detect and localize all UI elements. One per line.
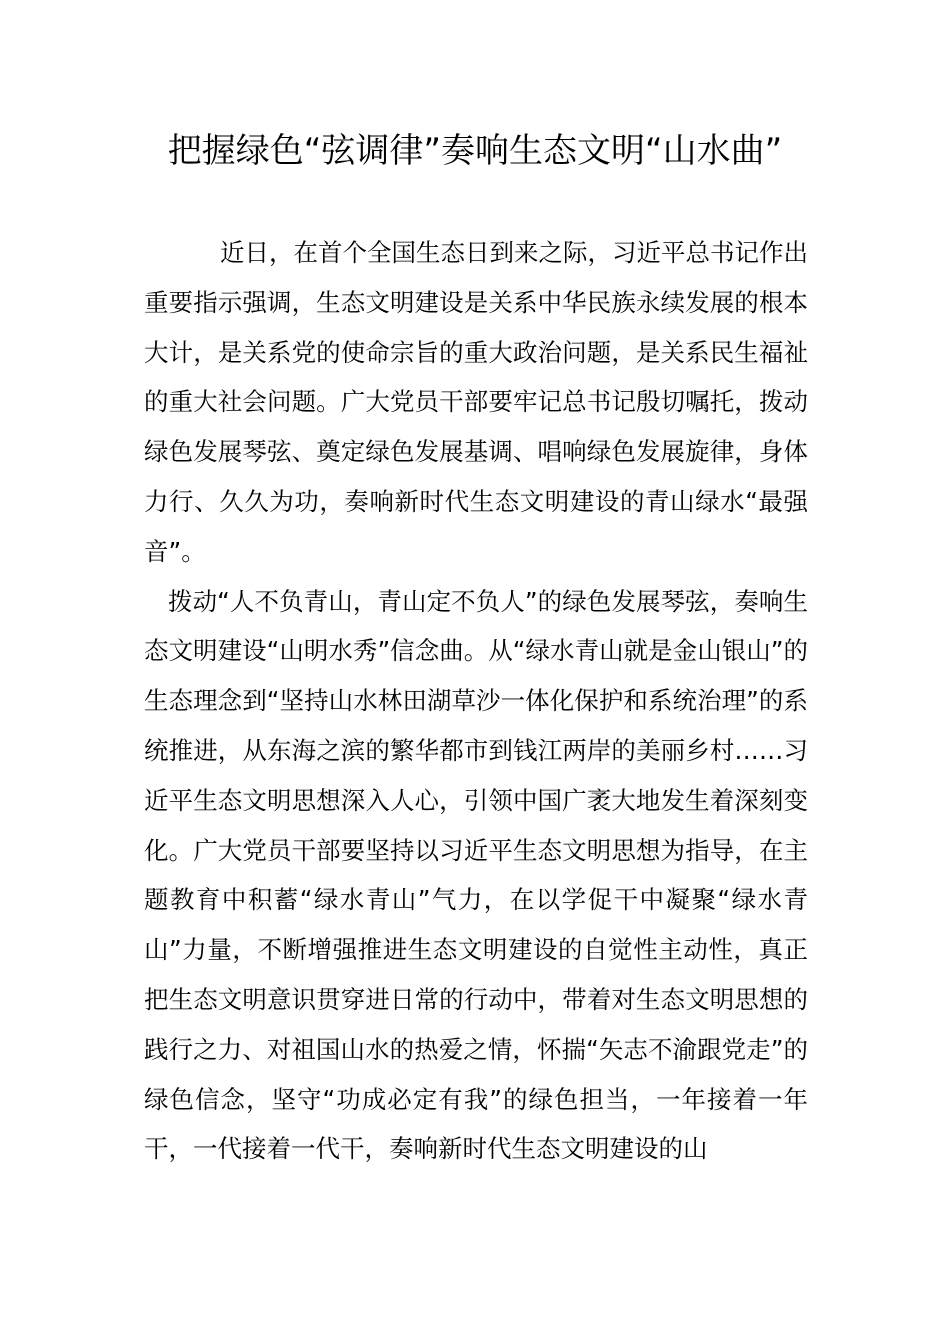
paragraph-1: 近日，在首个全国生态日到来之际，习近平总书记作出重要指示强调，生态文明建设是关系中华民族永续发展的根本大计，是关系党的使命宗旨的重大政治问题，是关系民生福祉的重大社会问题。广大党员干部要牢记总书记殷切嘱托，拨动绿色发展琴弦、奠定绿色发展基调、唱响绿色发展旋律，身体力行、久久为功，奏响新时代生态文明建设的青山绿水“最强音”。: [144, 238, 808, 566]
document-body: [144, 228, 808, 1174]
paragraph-2: 拨动“人不负青山，青山定不负人”的绿色发展琴弦，奏响生态文明建设“山明水秀”信念曲。从“绿水青山就是金山银山”的生态理念到“坚持山水林田湖草沙一体化保护和系统治理”的系统推进，从东海之滨的繁华都市到钱江两岸的美丽乡村……习近平生态文明思想深入人心，引领中国广袤大地发生着深刻变化。广大党员干部要坚持以习近平生态文明思想为指导，在主题教育中积蓄“绿水青山”气力，在以学促干中凝聚“绿水青山”力量，不断增强推进生态文明建设的自觉性主动性，真正把生态文明意识贯穿进日常的行动中，带着对生态文明思想的践行之力、对祖国山水的热爱之情，怀揣“矢志不渝跟党走”的绿色信念，坚守“功成必定有我”的绿色担当，一年接着一年干，一代接着一代干，奏响新时代生态文明建设的山: [144, 586, 808, 1164]
document-title: 把握绿色“弦调律”奏响生态文明“山水曲”: [167, 131, 783, 171]
